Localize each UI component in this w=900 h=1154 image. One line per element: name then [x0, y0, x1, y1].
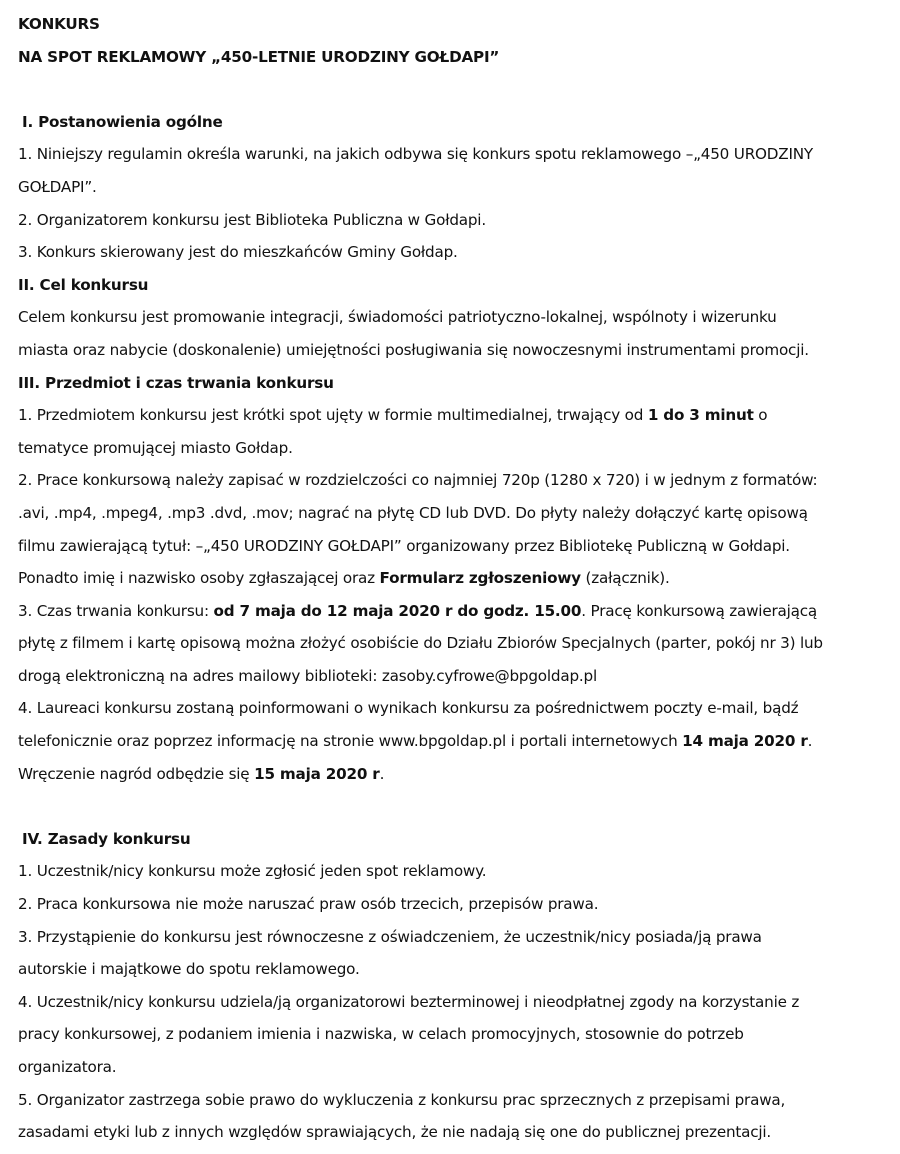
- paragraph-line: 2. Prace konkursową należy zapisać w rozdzielczości co najmniej 720p (1280 x 720) i w jednym z formatów:: [18, 471, 818, 490]
- paragraph-line: 1. Uczestnik/nicy konkursu może zgłosić jeden spot reklamowy.: [18, 862, 487, 881]
- paragraph-line: pracy konkursowej, z podaniem imienia i nazwiska, w celach promocyjnych, stosownie do potrzeb: [18, 1025, 744, 1044]
- text-run: 1. Przedmiotem konkursu jest krótki spot ujęty w formie multimedialnej, trwający od: [18, 406, 648, 425]
- paragraph-line: płytę z filmem i kartę opisową można złożyć osobiście do Działu Zbiorów Specjalnych (parter, pokój nr 3) lub: [18, 634, 823, 653]
- paragraph-line: 5. Organizator zastrzega sobie prawo do wykluczenia z konkursu prac sprzecznych z przepisami prawa,: [18, 1090, 786, 1109]
- paragraph-line: drogą elektroniczną na adres mailowy biblioteki: zasoby.cyfrowe@bpgoldap.pl: [18, 666, 597, 685]
- paragraph-line: .avi, .mp4, .mpeg4, .mp3 .dvd, .mov; nagrać na płytę CD lub DVD. Do płyty należy dołączyć kartę opisową: [18, 503, 808, 522]
- section-heading-goal: II. Cel konkursu: [18, 275, 149, 294]
- text-run: telefonicznie oraz poprzez informację na stronie www.bpgoldap.pl i portali internetowych: [18, 732, 683, 751]
- paragraph-line: 4. Laureaci konkursu zostaną poinformowani o wynikach konkursu za pośrednictwem poczty e-mail, bądź: [18, 699, 799, 718]
- text-run: 3. Czas trwania konkursu:: [18, 601, 214, 620]
- paragraph-line: 2. Praca konkursowa nie może naruszać praw osób trzecich, przepisów prawa.: [18, 895, 599, 914]
- section-heading-subject-and-duration: III. Przedmiot i czas trwania konkursu: [18, 373, 334, 392]
- text-run: o: [753, 406, 768, 425]
- text-run: Wręczenie nagród odbędzie się: [18, 764, 255, 783]
- paragraph-line: [18, 562, 886, 595]
- paragraph-line: autorskie i majątkowe do spotu reklamowego.: [18, 960, 360, 979]
- paragraph-line: 3. Przystąpienie do konkursu jest równoczesne z oświadczeniem, że uczestnik/nicy posiada/ją prawa: [18, 927, 762, 946]
- section-heading-general-provisions: I. Postanowienia ogólne: [22, 112, 223, 131]
- text-run: .: [379, 764, 385, 783]
- emphasis-award-date: 15 maja 2020 r: [254, 764, 380, 783]
- paragraph-line: organizatora.: [18, 1058, 117, 1076]
- paragraph-line: tematyce promującej miasto Gołdap.: [18, 438, 293, 457]
- document-title-line-1: KONKURS: [18, 15, 100, 33]
- text-run: .: [807, 732, 813, 751]
- emphasis-results-date: 14 maja 2020 r: [682, 732, 808, 751]
- spacer: [18, 790, 886, 823]
- section-heading-rules: IV. Zasady konkursu: [22, 829, 191, 848]
- text-run: Ponadto imię i nazwisko osoby zgłaszającej oraz: [18, 569, 380, 588]
- document-page: [18, 8, 886, 1149]
- paragraph-line: miasta oraz nabycie (doskonalenie) umiejętności posługiwania się nowoczesnymi instrumentami promocji.: [18, 340, 809, 359]
- paragraph-line: [18, 725, 886, 758]
- paragraph-line: 3. Konkurs skierowany jest do mieszkańców Gminy Gołdap.: [18, 243, 458, 262]
- paragraph-line: zasadami etyki lub z innych względów sprawiających, że nie nadają się one do publicznej prezentacji.: [18, 1123, 772, 1142]
- paragraph-line: [18, 595, 886, 628]
- paragraph-line: GOŁDAPI”.: [18, 177, 97, 196]
- paragraph-line: [18, 399, 886, 432]
- paragraph-line: [18, 758, 886, 791]
- emphasis-duration: 1 do 3 minut: [647, 406, 754, 425]
- document-title-line-2: NA SPOT REKLAMOWY „450-LETNIE URODZINY GOŁDAPI”: [18, 47, 500, 66]
- paragraph-line: 1. Niniejszy regulamin określa warunki, na jakich odbywa się konkurs spotu reklamowego –„450 URODZINY: [18, 145, 814, 164]
- paragraph-line: 2. Organizatorem konkursu jest Biblioteka Publiczna w Gołdapi.: [18, 210, 486, 229]
- paragraph-line: 4. Uczestnik/nicy konkursu udziela/ją organizatorowi bezterminowej i nieodpłatnej zgody na korzystanie z: [18, 992, 800, 1011]
- paragraph-line: Celem konkursu jest promowanie integracji, świadomości patriotyczno-lokalnej, wspólnoty i wizerunku: [18, 308, 777, 327]
- spacer: [18, 73, 886, 106]
- text-run: (załącznik).: [580, 569, 670, 588]
- emphasis-contest-dates: od 7 maja do 12 maja 2020 r do godz. 15.00: [213, 601, 582, 620]
- emphasis-application-form: Formularz zgłoszeniowy: [379, 569, 581, 588]
- paragraph-line: filmu zawierającą tytuł: –„450 URODZINY GOŁDAPI” organizowany przez Bibliotekę Publiczną w Gołdapi.: [18, 536, 790, 555]
- text-run: . Pracę konkursową zawierającą: [581, 601, 817, 620]
